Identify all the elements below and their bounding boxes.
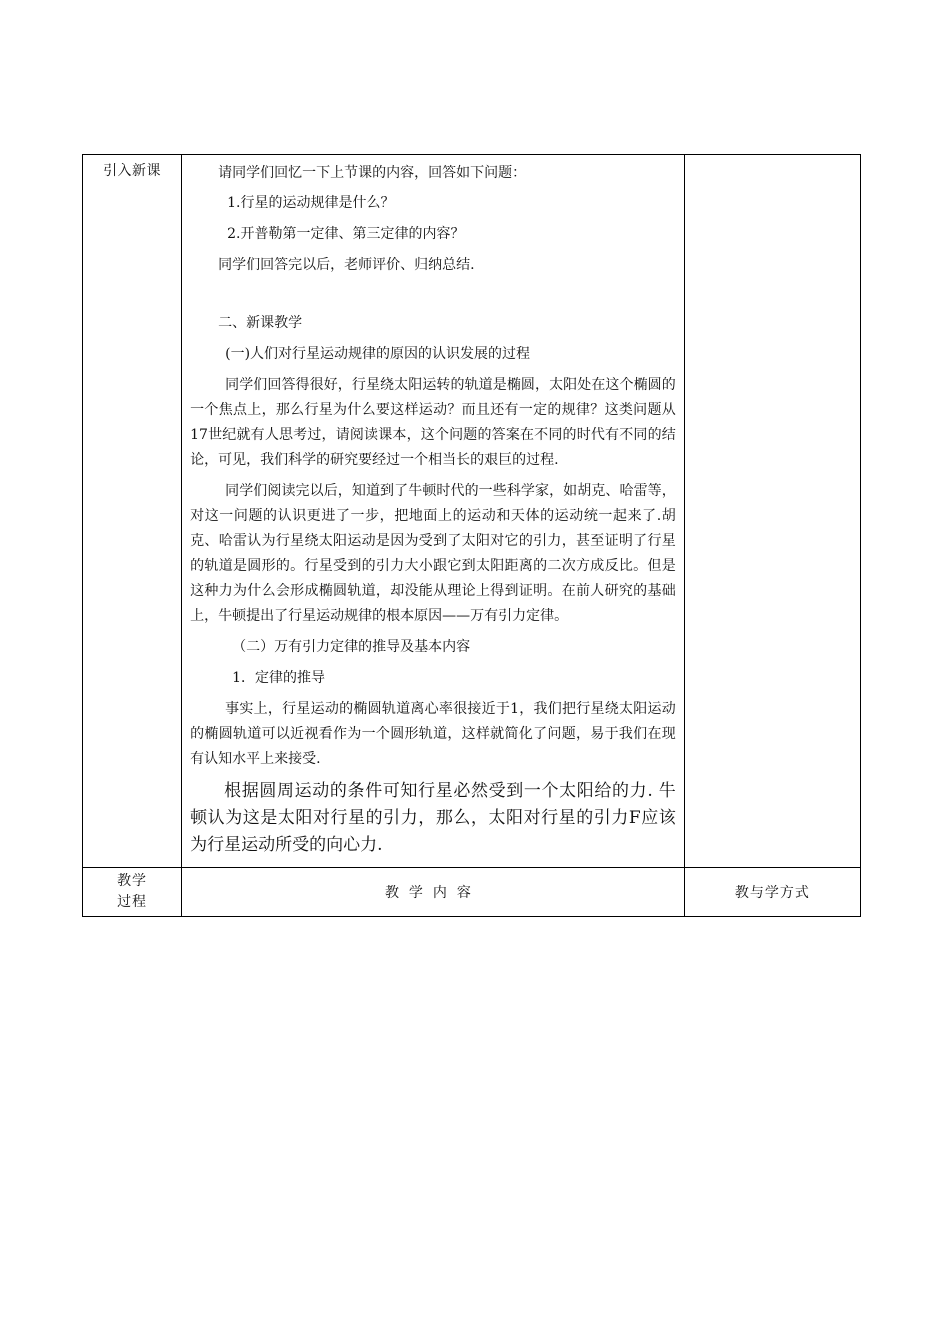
intro-content-cell bbox=[182, 155, 685, 868]
part2-title: （二）万有引力定律的推导及基本内容 bbox=[232, 639, 471, 655]
intro-method-cell bbox=[684, 155, 860, 868]
question-item-1: 1.行星的运动规律是什么？ bbox=[227, 195, 395, 211]
question-item-2: 2.开普勒第一定律、第三定律的内容？ bbox=[227, 226, 465, 242]
questions-closing: 同学们回答完以后，老师评价、归纳总结. bbox=[218, 257, 475, 273]
content-label: 教学内容 bbox=[182, 868, 685, 917]
paragraph-1: 同学们回答得很好，行星绕太阳运转的轨道是椭圆，太阳处在这个椭圆的一个焦点上，那么行星为什么要这样运动？而且还有一定的规律？这类问题从17世纪就有人思考过，请阅读课本，这个问题的答案在不同的时代有不同的结论，可见，我们科学的研究要经过一个相当长的艰巨的过程. bbox=[190, 377, 676, 468]
paragraph-3: 事实上，行星运动的椭圆轨道离心率很接近于1，我们把行星绕太阳运动的椭圆轨道可以近视看作为一个圆形轨道，这样就简化了问题，易于我们在现有认知水平上来接受. bbox=[190, 701, 676, 767]
footer-row bbox=[83, 868, 861, 917]
process-label bbox=[83, 868, 182, 917]
process-label-line1: 教学 bbox=[117, 873, 148, 889]
new-lesson-title: 二、新课教学 bbox=[218, 315, 303, 331]
method-label: 教与学方式 bbox=[684, 868, 860, 917]
process-label-line2: 过程 bbox=[117, 894, 148, 910]
intro-row bbox=[83, 155, 861, 868]
blank-spacer bbox=[190, 278, 676, 311]
paragraph-4: 根据圆周运动的条件可知行星必然受到一个太阳给的力. 牛顿认为这是太阳对行星的引力，那么，太阳对行星的引力F应该为行星运动所受的向心力. bbox=[190, 781, 676, 855]
questions-prompt: 请同学们回忆一下上节课的内容，回答如下问题： bbox=[218, 165, 527, 181]
part1-title: (一)人们对行星运动规律的原因的认识发展的过程 bbox=[225, 346, 531, 362]
lesson-plan-table bbox=[82, 154, 861, 917]
intro-label: 引入新课 bbox=[83, 155, 182, 868]
paragraph-2: 同学们阅读完以后，知道到了牛顿时代的一些科学家，如胡克、哈雷等，对这一问题的认识更进了一步，把地面上的运动和天体的运动统一起来了.胡克、哈雷认为行星绕太阳运动是因为受到了太阳对它的引力，甚至证明了行星的轨道是圆形的。行星受到的引力大小跟它到太阳距离的二次方成反比。但是这种力为什么会形成椭圆轨道，却没能从理论上得到证明。在前人研究的基础上，牛顿提出了行星运动规律的根本原因——万有引力定律。 bbox=[190, 483, 676, 624]
item1-title: 1．定律的推导 bbox=[232, 670, 326, 686]
